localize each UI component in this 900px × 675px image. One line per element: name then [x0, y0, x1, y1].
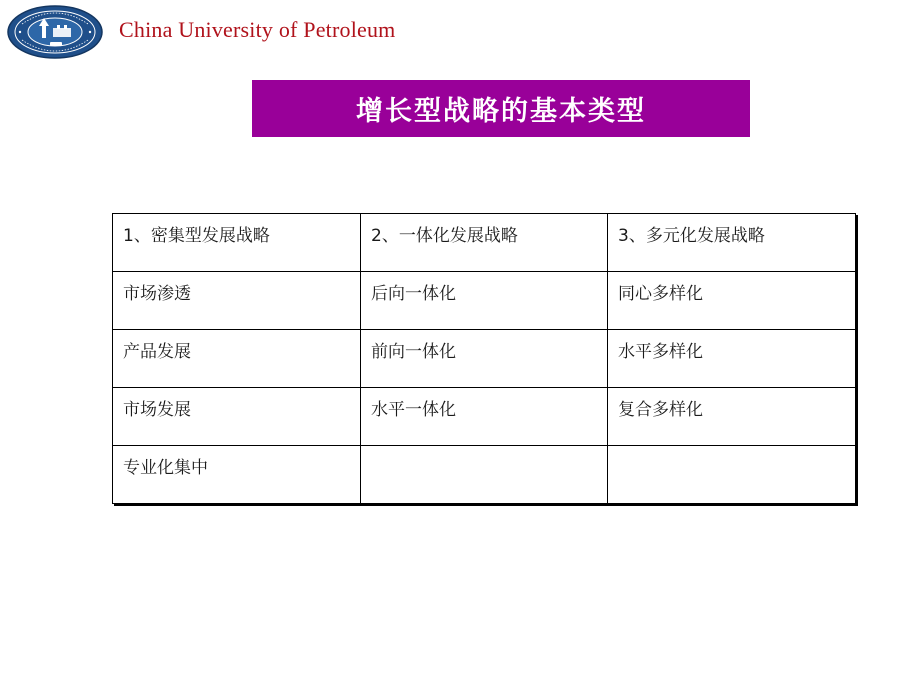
table-cell: 市场渗透: [113, 272, 361, 330]
table-cell: 前向一体化: [361, 330, 608, 388]
table-row: [113, 446, 856, 504]
table-header-cell: 3、多元化发展战略: [608, 214, 856, 272]
table-cell: 水平一体化: [361, 388, 608, 446]
table-cell: 专业化集中: [113, 446, 361, 504]
table-cell: [608, 446, 856, 504]
table-row: [113, 388, 856, 446]
table-cell: [361, 446, 608, 504]
slide-title: 增长型战略的基本类型: [356, 96, 646, 127]
table-cell: 产品发展: [113, 330, 361, 388]
table-header-cell: 2、一体化发展战略: [361, 214, 608, 272]
university-seal-logo: [6, 4, 104, 60]
strategy-table: [112, 213, 856, 504]
table-row: [113, 330, 856, 388]
table-cell: 水平多样化: [608, 330, 856, 388]
table-header-cell: 1、密集型发展战略: [113, 214, 361, 272]
table-cell: 复合多样化: [608, 388, 856, 446]
institution-name: China University of Petroleum: [119, 17, 396, 42]
table-header-row: [113, 214, 856, 272]
table-cell: 市场发展: [113, 388, 361, 446]
table-cell: 同心多样化: [608, 272, 856, 330]
table-row: [113, 272, 856, 330]
table-cell: 后向一体化: [361, 272, 608, 330]
title-banner: [252, 80, 750, 137]
